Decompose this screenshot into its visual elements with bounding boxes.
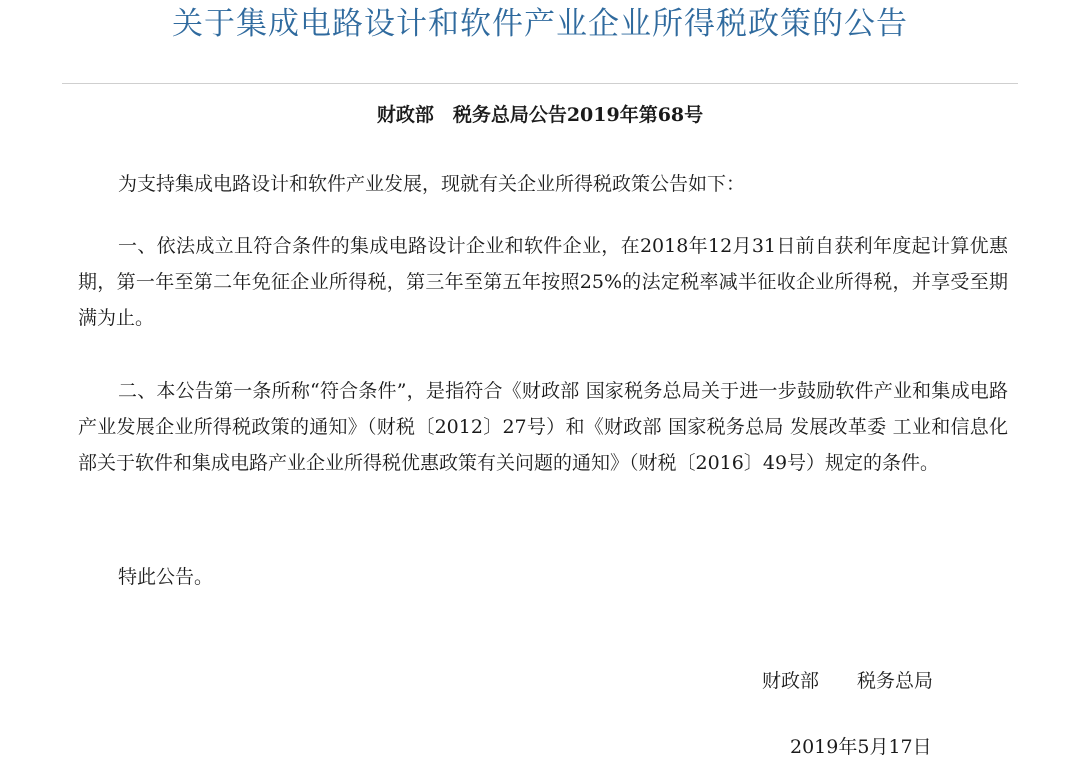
issue-date: 2019年5月17日 [790,736,932,758]
intro-paragraph: 为支持集成电路设计和软件产业发展，现就有关企业所得税政策公告如下： [118,173,746,195]
title-divider [62,83,1018,84]
document-number: 财政部 税务总局公告2019年第68号 [376,104,704,126]
article-two-paragraph: 二、本公告第一条所称“符合条件”，是指符合《财政部 国家税务总局关于进一步鼓励软件产业和集成电路产业发展企业所得税政策的通知》（财税〔2012〕27号）和《财政部 国家税务总局 发展改革委 工业和信息化部关于软件和集成电路产业企业所得税优惠政策有关问题的通知》（财税〔2016〕49号）规定的条件。 [78,380,1008,474]
closing-paragraph: 特此公告。 [118,566,214,588]
article-one-paragraph: 一、依法成立且符合条件的集成电路设计企业和软件企业，在2018年12月31日前自获利年度起计算优惠期，第一年至第二年免征企业所得税，第三年至第五年按照25%的法定税率减半征收企业所得税，并享受至期满为止。 [78,235,1008,329]
issuer-signature: 财政部 税务总局 [762,670,934,692]
document-title: 关于集成电路设计和软件产业企业所得税政策的公告 [172,6,908,42]
